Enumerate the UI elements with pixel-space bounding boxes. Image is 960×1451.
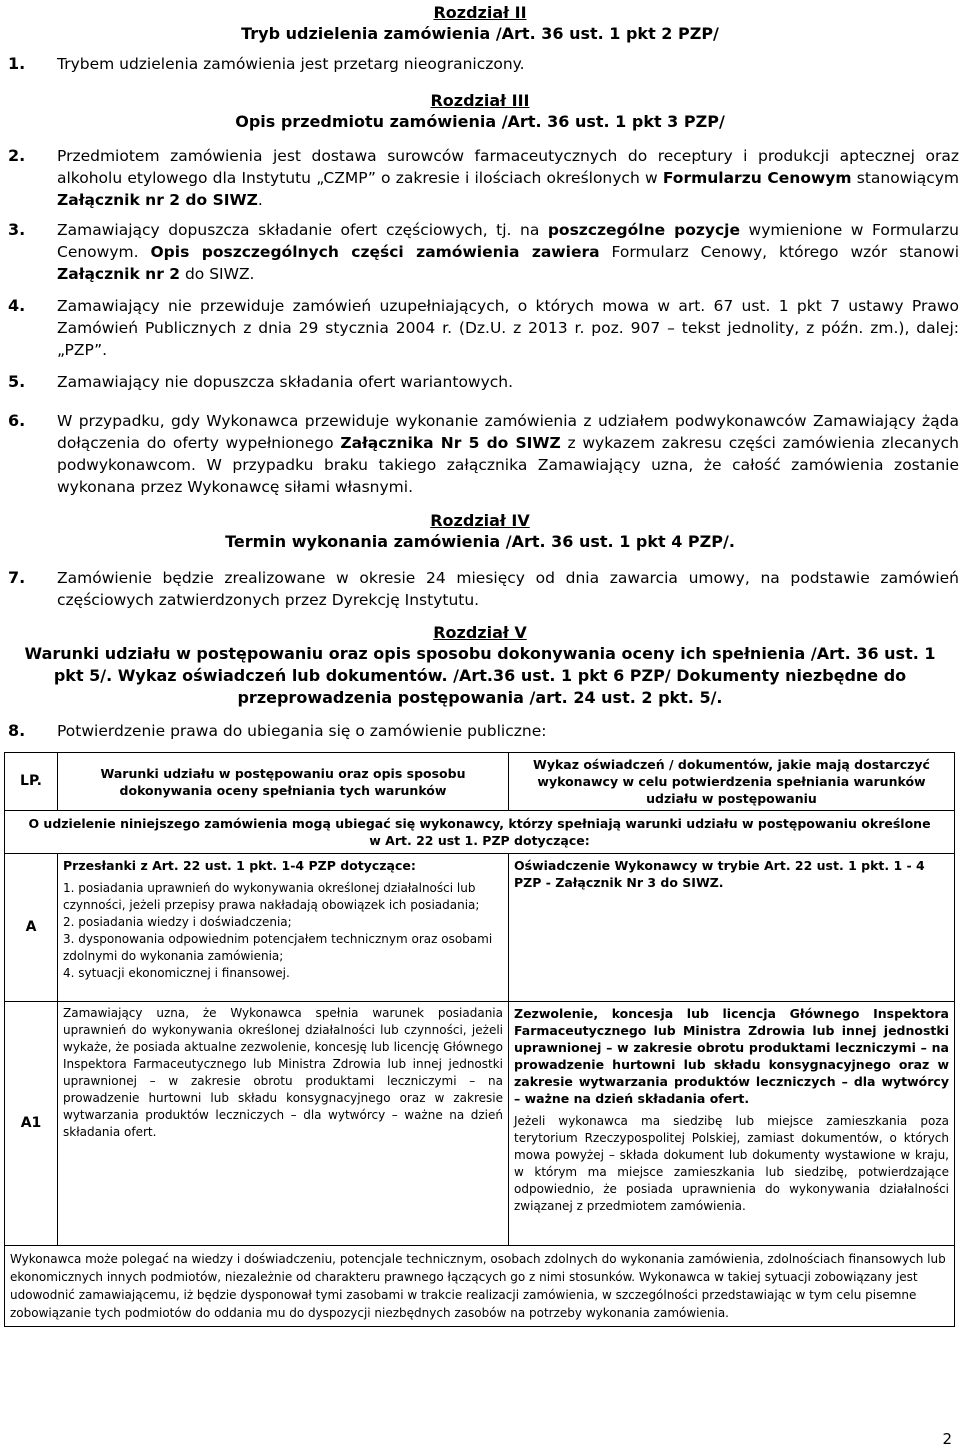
chapter-subtitle: Opis przedmiotu zamówienia /Art. 36 ust. 1 pkt 3 PZP/: [235, 112, 725, 131]
bold-run: Załącznika Nr 5 do SIWZ: [340, 434, 561, 452]
list-item: 4. sytuacji ekonomicznej i finansowej.: [63, 966, 290, 980]
paragraph-text: Zamówienie będzie zrealizowane w okresie 24 miesięcy od dnia zawarcia umowy, na podstawie zamówień częściowych zatwierdzonych przez Dyrekcję Instytutu.: [57, 569, 959, 609]
paragraph-4: [0, 295, 959, 361]
text-run: z wykazem zakresu części zamówienia zlecanych podwykonawcom. W przypadku braku takiego załącznika Zamawiający uzna, że całość zamówienia zostanie wykonana przez Wykonawcę siłami własnymi.: [57, 434, 960, 496]
header-conditions: Warunki udziału w postępowaniu oraz opis sposobu dokonywania oceny spełniania tych warunków: [58, 753, 509, 811]
text-run: wymienione w Formularzu Cenowym.: [57, 221, 959, 261]
paragraph-number: 8.: [8, 721, 26, 740]
chapter-title: Rozdział III: [430, 91, 530, 110]
list-item: 1. posiadania uprawnień do wykonywania określonej działalności lub czynności, jeżeli przepisy prawa nakładają obowiązek ich posiadania;: [63, 881, 480, 912]
chapter-3-heading: [0, 90, 960, 132]
row-a-documents: Oświadczenie Wykonawcy w trybie Art. 22 ust. 1 pkt. 1 - 4 PZP - Załącznik Nr 3 do SIWZ.: [509, 854, 955, 1002]
paragraph-6: [0, 410, 959, 498]
chapter-title: Rozdział V: [433, 623, 527, 642]
chapter-5-heading: [8, 622, 952, 709]
text-run: .: [257, 191, 263, 209]
paragraph-text: Trybem udzielenia zamówienia jest przetarg nieograniczony.: [57, 55, 525, 73]
chapter-subtitle: Termin wykonania zamówienia /Art. 36 ust. 1 pkt 4 PZP/.: [225, 532, 735, 551]
paragraph-8: [0, 720, 959, 742]
row-a1-documents: [509, 1002, 955, 1246]
list-item: 3. dysponowania odpowiednim potencjałem technicznym oraz osobami zdolnymi do wykonania zamówienia;: [63, 932, 493, 963]
footer-text: Wykonawca może polegać na wiedzy i doświadczeniu, potencjale technicznym, osobach zdolnych do wykonania zamówienia, zdolnościach finansowych lub ekonomicznych innych podmiotów, niezależnie od charakteru prawnego łączących go z nimi stosunków. Wykonawca w takiej sytuacji zobowiązany jest udowodnić zamawiającemu, iż będzie dysponował tymi zasobami w trakcie realizacji zamówienia, w szczególności przedstawiając w tym celu pisemne zobowiązanie tych podmiotów do oddania mu do dyspozycji niezbędnych zasobów na potrzeby wykonania zamówienia.: [5, 1246, 955, 1327]
chapter-subtitle: Warunki udziału w postępowaniu oraz opis sposobu dokonywania oceny ich spełnienia /Art. 36 ust. 1 pkt 5/. Wykaz oświadczeń lub dokumentów. /Art.36 ust. 1 pkt 6 PZP/ Dokumenty niezbędne do przeprowadzenia postępowania /art. 24 ust. 2 pkt. 5/.: [24, 644, 936, 707]
text-run: do SIWZ.: [180, 265, 255, 283]
paragraph-5: [0, 371, 959, 393]
page-number: 2: [942, 1430, 952, 1448]
chapter-2-heading: [0, 2, 960, 44]
bold-run: Załącznik nr 2 do SIWZ: [57, 191, 258, 209]
list-item: 2. posiadania wiedzy i doświadczenia;: [63, 915, 292, 929]
bold-run: Załącznik nr 2: [57, 265, 181, 283]
bold-run: Opis poszczególnych części zamówienia zawiera: [150, 243, 600, 261]
span-text: O udzielenie niniejszego zamówienia mogą ubiegać się wykonawcy, którzy spełniają warunki udziału w postępowaniu określone w Art. 22 ust 1. PZP dotyczące:: [5, 811, 955, 854]
paragraph-number: 1.: [8, 54, 26, 73]
text-run: Formularz Cenowy, którego wzór stanowi: [599, 243, 960, 261]
row-a-conditions: [58, 854, 509, 1002]
table-footer-row: [5, 1246, 955, 1327]
paragraph-7: [0, 567, 959, 611]
bold-run: Formularzu Cenowym: [662, 169, 852, 187]
paragraph-3: [0, 219, 959, 285]
chapter-4-heading: [0, 510, 960, 552]
row-lp: A: [5, 854, 58, 1002]
table-span-row: [5, 811, 955, 854]
chapter-subtitle: Tryb udzielenia zamówienia /Art. 36 ust. 1 pkt 2 PZP/: [241, 24, 719, 43]
paragraph-text: Potwierdzenie prawa do ubiegania się o zamówienie publiczne:: [57, 722, 547, 740]
conditions-table: [4, 752, 955, 1327]
paragraph-2: [0, 145, 959, 211]
paragraph-number: 3.: [8, 220, 26, 239]
text-run: Zamawiający dopuszcza składanie ofert częściowych, tj. na: [57, 221, 548, 239]
paragraph-number: 5.: [8, 372, 26, 391]
row-a-heading: Przesłanki z Art. 22 ust. 1 pkt. 1-4 PZP dotyczące:: [63, 858, 416, 873]
table-row: [5, 1002, 955, 1246]
table-row: [5, 854, 955, 1002]
paragraph-number: 2.: [8, 146, 26, 165]
text-run: Przedmiotem zamówienia jest dostawa surowców farmaceutycznych do receptury i produkcji aptecznej oraz alkoholu etylowego dla Instytutu „CZMP” o zakresie i ilościach określonych w: [57, 147, 959, 187]
paragraph-1: [0, 53, 957, 75]
row-a1-conditions: Zamawiający uzna, że Wykonawca spełnia warunek posiadania uprawnień do wykonywania określonej działalności lub czynności, jeżeli wykaże, że posiada aktualne zezwolenie, koncesję lub licencję Głównego Inspektora Farmaceutycznego lub Ministra Zdrowia lub innej jednostki uprawnionej – w zakresie obrotu produktami leczniczymi – na prowadzenie hurtowni lub składu konsygnacyjnego oraz w zakresie wytwarzania produktów leczniczych – dla wytwórcy – ważne na dzień składania ofert.: [58, 1002, 509, 1246]
row-a1-bold: Zezwolenie, koncesja lub licencja Głównego Inspektora Farmaceutycznego lub Ministra Zdrowia lub innej jednostki uprawnionej – w zakresie obrotu produktami leczniczymi – na prowadzenie hurtowni lub składu konsygnacyjnego oraz w zakresie wytwarzania produktów leczniczych – dla wytwórcy – ważne na dzień składania ofert.: [514, 1006, 949, 1106]
bold-run: poszczególne pozycje: [547, 221, 741, 239]
paragraph-number: 6.: [8, 411, 26, 430]
paragraph-number: 7.: [8, 568, 26, 587]
row-lp: A1: [5, 1002, 58, 1246]
chapter-title: Rozdział IV: [430, 511, 530, 530]
paragraph-number: 4.: [8, 296, 26, 315]
row-a1-note: Jeżeli wykonawca ma siedzibę lub miejsce zamieszkania poza terytorium Rzeczypospolitej Polskiej, zamiast dokumentów, o których mowa powyżej – składa dokument lub dokumenty wystawione w kraju, w którym ma miejsce zamieszkania lub siedzibę, potwierdzające odpowiednio, że posiada uprawnienia do wykonywania działalności związanej z przedmiotem zamówienia.: [514, 1114, 949, 1213]
text-run: W przypadku, gdy Wykonawca przewiduje wykonanie zamówienia z udziałem podwykonawców Zamawiający żąda dołączenia do oferty wypełnionego: [57, 412, 959, 452]
chapter-title: Rozdział II: [433, 3, 527, 22]
paragraph-text: Zamawiający nie przewiduje zamówień uzupełniających, o których mowa w art. 67 ust. 1 pkt 7 ustawy Prawo Zamówień Publicznych z dnia 29 stycznia 2004 r. (Dz.U. z 2013 r. poz. 907 – tekst jednolity, z późn. zm.), dalej: „PZP”.: [57, 297, 959, 359]
header-documents: Wykaz oświadczeń / dokumentów, jakie mają dostarczyć wykonawcy w celu potwierdzenia spełniania warunków udziału w postępowaniu: [509, 753, 955, 811]
header-lp: LP.: [5, 753, 58, 811]
table-header-row: [5, 753, 955, 811]
text-run: stanowiącym: [851, 169, 959, 187]
paragraph-text: Zamawiający nie dopuszcza składania ofert wariantowych.: [57, 373, 514, 391]
